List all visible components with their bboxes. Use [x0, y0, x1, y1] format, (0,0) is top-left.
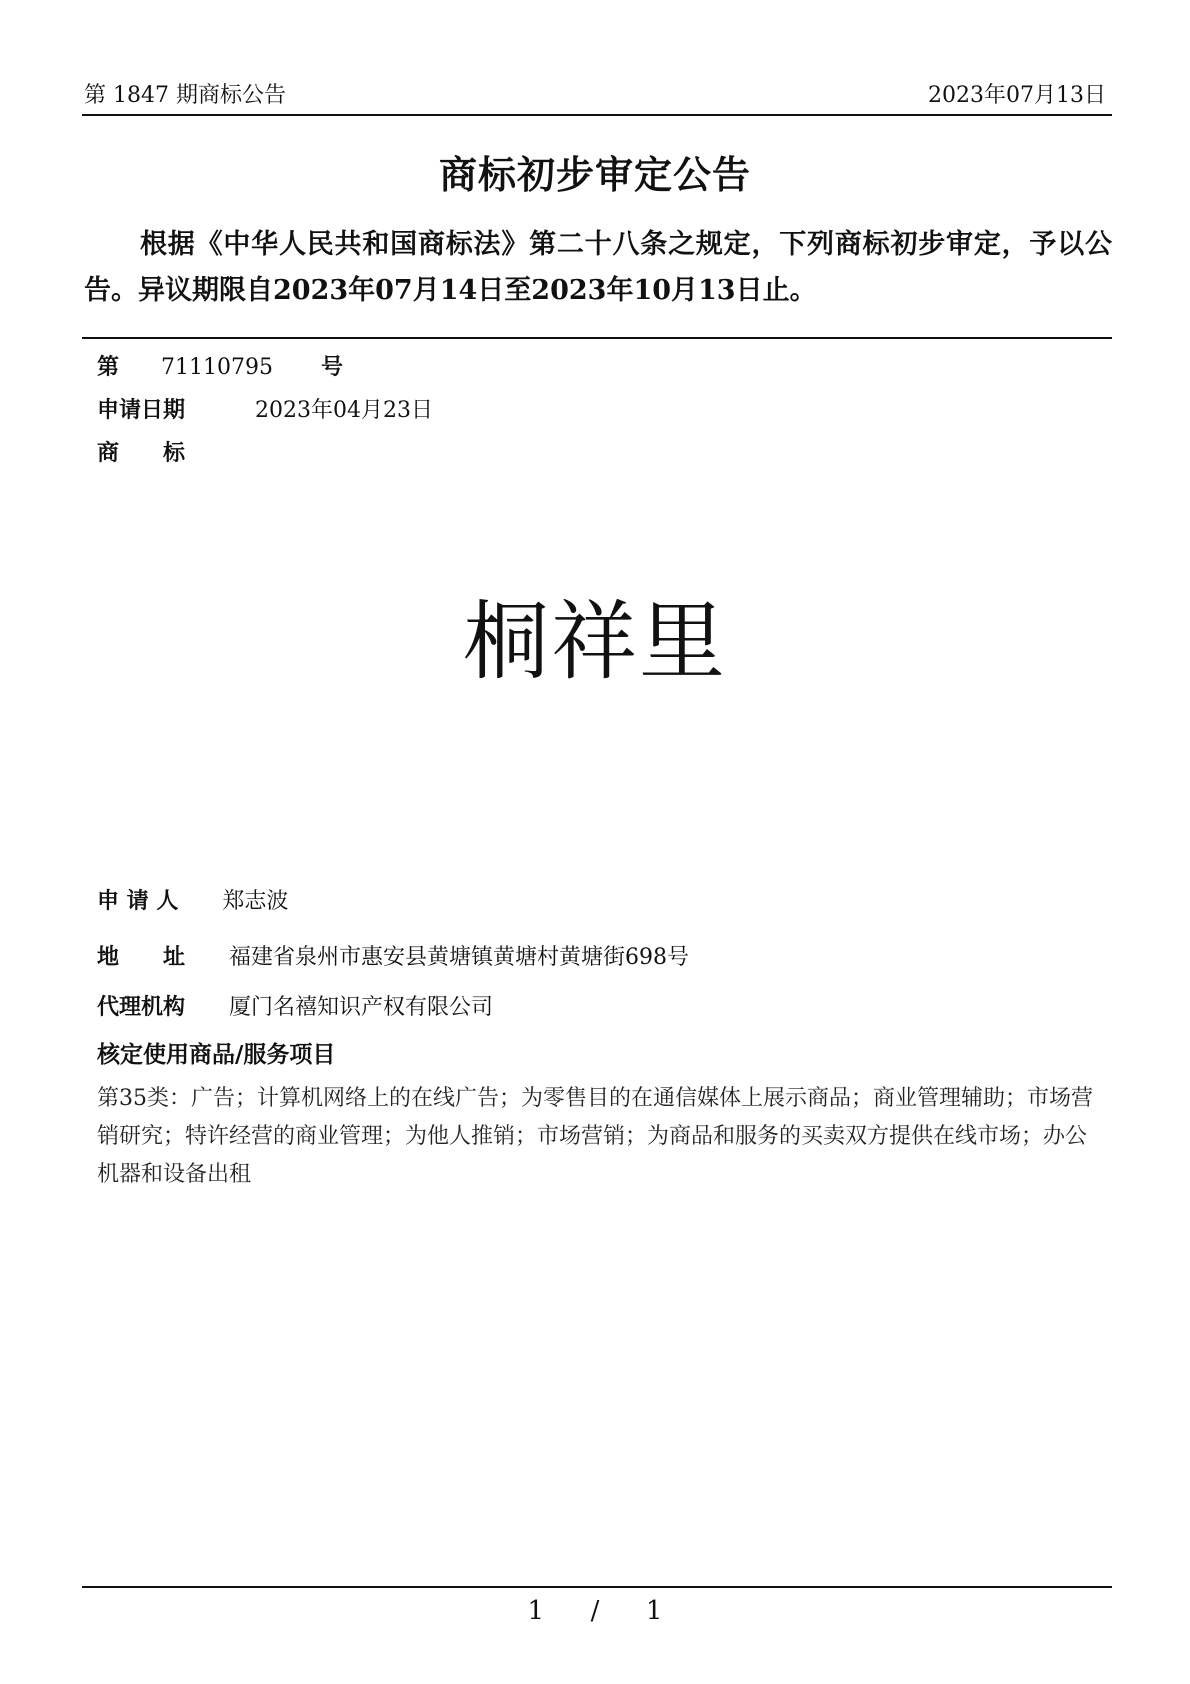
page-current: 1 — [527, 1596, 545, 1626]
applicant-label: 申 请 人 — [97, 889, 179, 914]
issue-date: 2023年07月13日 — [928, 83, 1106, 108]
address-row — [97, 940, 689, 971]
applicant-row — [97, 884, 288, 915]
page-title: 商标初步审定公告 — [438, 152, 751, 197]
registration-number-row — [97, 350, 343, 381]
number-prefix: 第 — [97, 355, 120, 380]
address-label: 地 址 — [97, 945, 186, 970]
page-separator: / — [590, 1596, 600, 1626]
footer-divider — [82, 1586, 1112, 1588]
number-suffix: 号 — [321, 355, 344, 380]
mark-label: 商 标 — [97, 441, 186, 466]
registration-number: 71110795 — [161, 355, 273, 380]
apply-date-label: 申请日期 — [97, 398, 186, 423]
address-value: 福建省泉州市惠安县黄塘镇黄塘村黄塘街698号 — [229, 945, 690, 970]
agency-label: 代理机构 — [97, 995, 186, 1020]
apply-date-value: 2023年04月23日 — [255, 398, 433, 423]
agency-row — [97, 990, 493, 1021]
page-indicator — [0, 1596, 1190, 1626]
header-divider — [82, 114, 1112, 116]
applicant-value: 郑志波 — [222, 889, 289, 914]
intro-paragraph: 根据《中华人民共和国商标法》第二十八条之规定，下列商标初步审定，予以公告。异议期限自2023年07月14日至2023年10月13日止。 — [84, 229, 1112, 306]
mark-row — [97, 436, 185, 467]
goods-services-list: 第35类：广告；计算机网络上的在线广告；为零售目的在通信媒体上展示商品；商业管理辅助；市场营销研究；特许经营的商业管理；为他人推销；市场营销；为商品和服务的买卖双方提供在线市场；办公机器和设备出租 — [97, 1086, 1093, 1187]
agency-value: 厦门名禧知识产权有限公司 — [229, 995, 494, 1020]
trademark-text: 桐祥里 — [463, 592, 727, 692]
section-divider — [82, 337, 1112, 339]
goods-services-heading: 核定使用商品/服务项目 — [97, 1042, 336, 1068]
issue-label: 第 1847 期商标公告 — [84, 83, 286, 108]
apply-date-row — [97, 393, 433, 424]
page-total: 1 — [645, 1596, 663, 1626]
